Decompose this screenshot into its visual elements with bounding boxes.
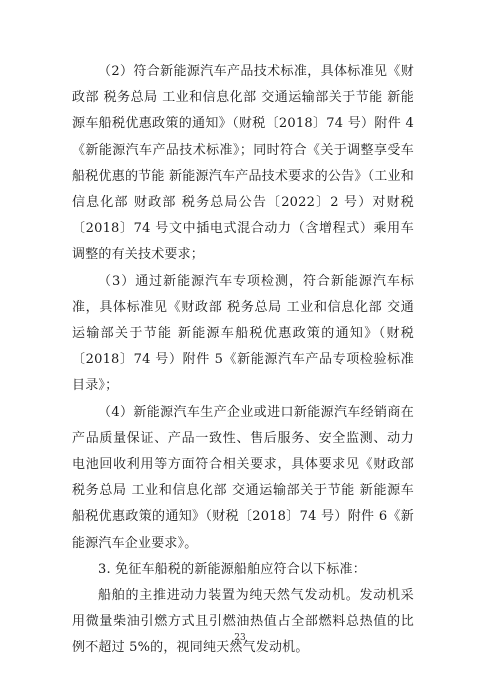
- paragraph-special-testing: （3）通过新能源汽车专项检测，符合新能源汽车标准，具体标准见《财政部 税务总局 工业和信息化部 交通运输部关于节能 新能源车船税优惠政策的通知》（财税〔2018〕74 号）附件 5《新能源汽车产品专项检验标准目录》；: [72, 273, 414, 394]
- section-heading-ships: 3. 免征车船税的新能源船舶应符合以下标准：: [98, 561, 366, 577]
- page-number: 23: [234, 633, 246, 643]
- paragraph-manufacturer-requirements: （4）新能源汽车生产企业或进口新能源汽车经销商在产品质量保证、产品一致性、售后服务、安全监测、动力电池回收利用等方面符合相关要求，具体要求见《财政部 税务总局 工业和信息化部 交通运输部关于节能 新能源车船税优惠政策的通知》（财税〔2018〕74 号）附件 6《新能源汽车企业要求》。: [72, 404, 414, 551]
- paragraph-tech-standard: （2）符合新能源汽车产品技术标准，具体标准见《财政部 税务总局 工业和信息化部 交通运输部关于节能 新能源车船税优惠政策的通知》（财税〔2018〕74 号）附件 4《新能源汽车产品技术标准》；同时符合《关于调整享受车船税优惠的节能 新能源汽车产品技术要求的公告》（工业和信息化部 财政部 税务总局公告〔2022〕2 号）对财税〔2018〕74 号文中插电式混合动力（含增程式）乘用车调整的有关技术要求；: [72, 64, 414, 263]
- body-text: [72, 59, 414, 662]
- paragraph-ship-standard: 船舶的主推进动力装置为纯天然气发动机。发动机采用微量柴油引燃方式且引燃油热值占全部燃料总热值的比例不超过 5%的，视同纯天然气发动机。: [72, 588, 414, 656]
